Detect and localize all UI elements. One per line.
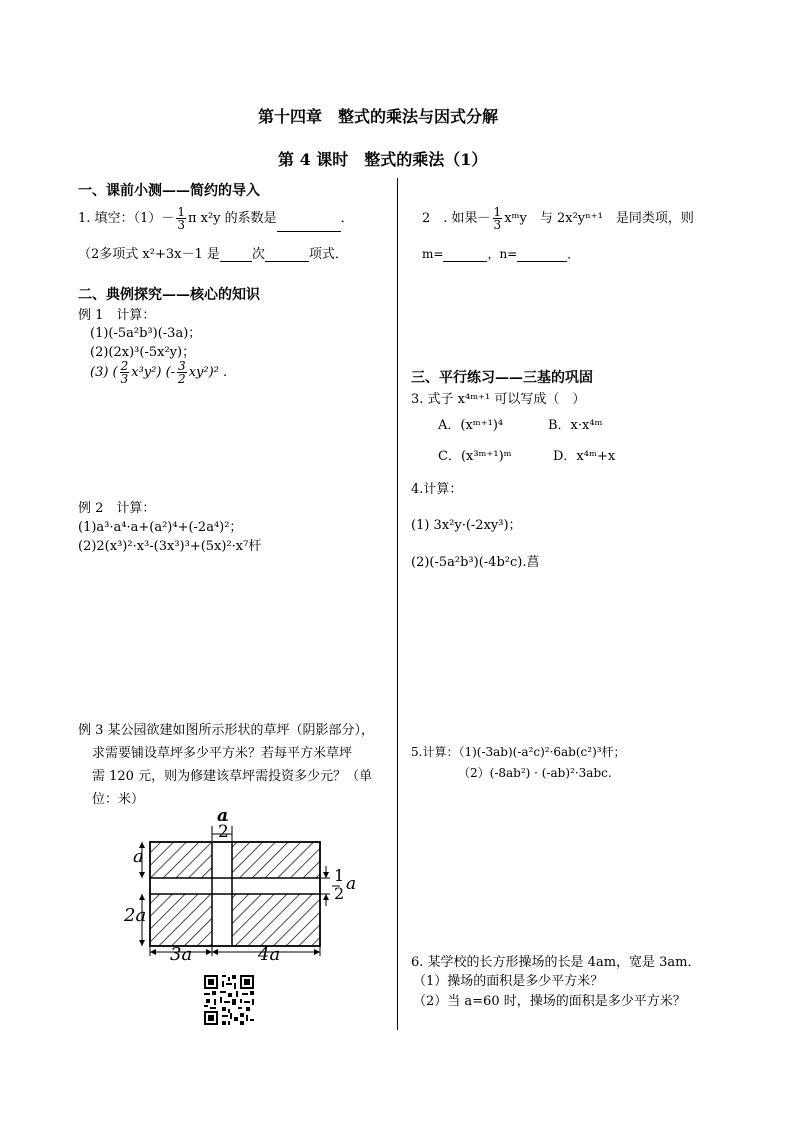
q3-option-c: C．(x³ᵐ⁺¹)ᵐ — [438, 449, 512, 464]
ex1-3-frac-1-num: 2 — [120, 359, 129, 373]
qr-code-image — [204, 975, 254, 1025]
q2-fraction — [493, 206, 503, 231]
example-2-item-1: (1)a³·a⁴·a+(a²)⁴+(-2a⁴)²； — [78, 520, 243, 535]
fig-label-top-den: 2 — [218, 822, 229, 842]
question-2-line-2 — [422, 245, 579, 262]
q2-m-blank[interactable] — [443, 261, 487, 262]
lawn-top-left — [150, 842, 212, 878]
fig-label-right-num: 1 — [334, 866, 345, 885]
q1-prefix: 1. 填空：（1）－ — [78, 211, 175, 226]
q1-frac-num: 1 — [177, 205, 185, 219]
section-2-heading: 二、典例探究——核心的知识 — [78, 287, 260, 303]
fig-label-2a: 2a — [124, 905, 147, 926]
ex3-line-4: 位：米） — [92, 792, 145, 807]
q2-pre: 2 . 如果－ — [422, 211, 491, 226]
q3-option-b: B．x·x⁴ᵐ — [548, 418, 603, 433]
example-1-title: 例 1 计算： — [78, 308, 156, 323]
example-3-text — [78, 719, 374, 811]
q1-end: ． — [340, 211, 354, 226]
section-1-heading: 一、课前小测——简约的导入 — [78, 183, 260, 199]
fig-label-4a: 4a — [258, 944, 281, 965]
example-2-item-2: (2)2(x³)²·x³-(3x³)³+(5x)²·x⁷杆 — [78, 539, 262, 554]
lawn-figure — [120, 806, 360, 966]
q2-frac-num: 1 — [493, 205, 502, 219]
q2-end: ． — [567, 247, 580, 261]
ex1-3-frac-1-den: 3 — [120, 372, 129, 386]
q6-part-2: （2）当 a=60 时，操场的面积是多少平方米？ — [413, 994, 686, 1009]
question-6: 6. 某学校的长方形操场的长是 4am，宽是 3am． — [411, 955, 701, 970]
q1b-text-c: 项式． — [308, 247, 348, 262]
q1-mid: π x²y 的系数是 — [187, 211, 277, 226]
lesson-title: 第 4 课时 整式的乘法（1） — [278, 150, 488, 169]
q3-option-a: A．(xᵐ⁺¹)⁴ — [438, 418, 504, 433]
question-5-item-1: 5.计算：（1)(-3ab)(-a²c)²·6ab(c²)³杆； — [411, 745, 626, 759]
example-2-title: 例 2 计算： — [78, 501, 156, 516]
column-divider — [397, 178, 398, 1030]
ex1-3-frac-2 — [177, 360, 187, 385]
question-3: 3. 式子 x⁴ᵐ⁺¹ 可以写成（ ） — [411, 392, 586, 407]
chapter-title: 第十四章 整式的乘法与因式分解 — [258, 107, 499, 126]
q1-frac-den: 3 — [177, 218, 185, 232]
section-3-heading: 三、平行练习——三基的巩固 — [411, 370, 593, 386]
fig-label-right-a: a — [346, 874, 357, 894]
ex1-3-frac-2-den: 2 — [178, 372, 186, 386]
q1b-text-a: （2多项式 x²+3x－1 是 — [78, 247, 220, 262]
q2-m-label: m= — [422, 247, 444, 261]
q1-answer-blank[interactable] — [277, 231, 341, 232]
question-1 — [78, 206, 354, 232]
q6-part-1: （1）操场的面积是多少平方米？ — [413, 974, 604, 989]
q2-mid: xᵐy 与 2x²yⁿ⁺¹ 是同类项，则 — [504, 211, 694, 226]
q4-item-1: (1) 3x²y·(-2xy³)； — [411, 518, 522, 533]
q1-fraction — [176, 206, 186, 231]
question-5-item-2: （2）(-8ab²) · (-ab)²·3abc. — [458, 766, 612, 780]
question-1-part-2 — [78, 243, 348, 262]
example-1-item-2: (2)(2x)³(-5x²y)； — [90, 345, 196, 360]
fig-label-a: a — [133, 846, 144, 867]
question-4: 4.计算： — [411, 482, 463, 497]
fig-label-3a: 3a — [170, 944, 193, 965]
lawn-bottom-right — [232, 894, 320, 946]
ex3-line-2: 求需要铺设草坪多少平方米？若每平方米草坪 — [92, 746, 353, 761]
q2-frac-den: 3 — [493, 218, 502, 232]
ex1-3-frac-2-num: 3 — [178, 359, 186, 373]
q1b-text-b: 次 — [251, 247, 265, 262]
fig-label-top-num: a — [217, 806, 229, 826]
q1b-blank-2[interactable] — [265, 261, 309, 262]
lawn-top-right — [232, 842, 320, 878]
lawn-bottom-left — [150, 894, 212, 946]
ex3-line-3: 需 120 元，则为修建该草坪需投资多少元？（单 — [92, 769, 373, 784]
ex1-3-frac-1 — [120, 360, 130, 385]
example-1-item-3 — [90, 358, 227, 388]
q1b-blank-1[interactable] — [220, 261, 252, 262]
ex3-line-1: 例 3 某公园欲建如图所示形状的草坪（阴影部分）， — [78, 723, 375, 738]
q2-n-label: ，n= — [487, 247, 518, 261]
q2-n-blank[interactable] — [517, 261, 567, 262]
example-1-item-1: (1)(-5a²b³)(-3a)； — [90, 326, 202, 341]
ex1-3-mid: x³y²) (- — [131, 365, 176, 380]
q4-item-2: (2)(-5a²b³)(-4b²c).菖 — [411, 555, 540, 570]
ex1-3-pre: (3) ( — [90, 365, 118, 380]
ex1-3-end: xy²)² . — [188, 365, 228, 380]
q3-option-d: D．x⁴ᵐ+x — [553, 449, 616, 464]
question-2 — [422, 206, 694, 232]
fig-label-right-den: 2 — [334, 884, 345, 903]
